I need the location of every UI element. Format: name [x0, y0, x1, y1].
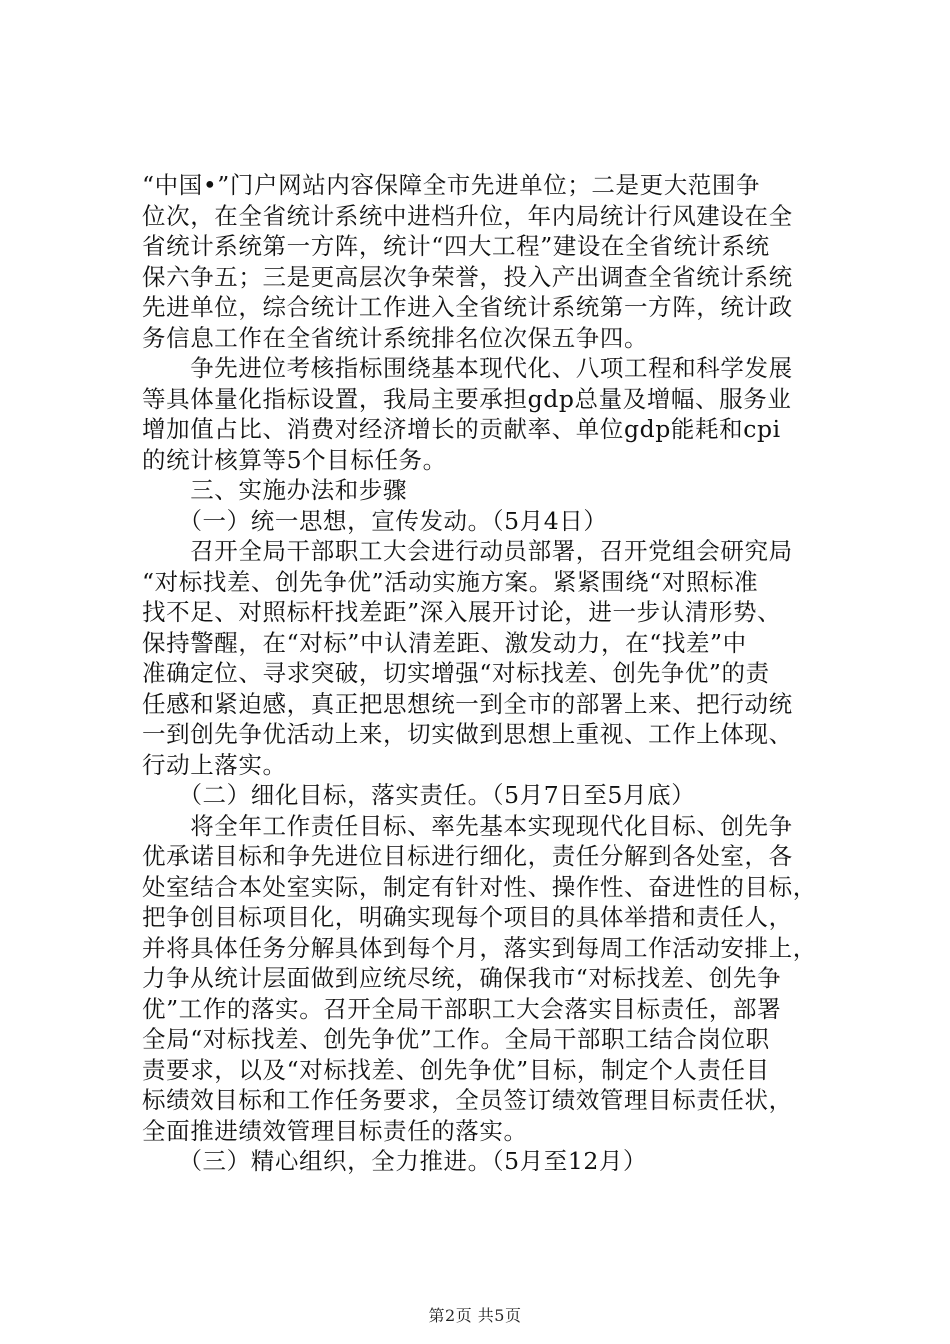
- text-line: 任感和紧迫感，真正把思想统一到全市的部署上来、把行动统: [142, 689, 793, 718]
- text-line: 优”工作的落实。召开全局干部职工大会落实目标责任，部署: [142, 994, 782, 1023]
- text-line: 行动上落实。: [142, 750, 287, 779]
- document-body: [142, 170, 842, 1177]
- text-line: 先进单位，综合统计工作进入全省统计系统第一方阵，统计政: [142, 293, 793, 321]
- text-line: 准确定位、寻求突破，切实增强“对标找差、创先争优”的责: [142, 659, 770, 687]
- subsection-heading: （一）统一思想，宣传发动。（5月4日）: [142, 506, 608, 535]
- text-line: 标绩效目标和工作任务要求，全员签订绩效管理目标责任状，: [142, 1086, 793, 1114]
- subsection-heading: （三）精心组织，全力推进。（5月至12月）: [142, 1147, 648, 1175]
- text-line: 将全年工作责任目标、率先基本实现现代化目标、创先争: [142, 811, 793, 840]
- text-line: 力争从统计层面做到应统尽统，确保我市“对标找差、创先争: [142, 964, 782, 992]
- page-footer: 第2页 共5页: [428, 1306, 522, 1325]
- text-line: 全局“对标找差、创先争优”工作。全局干部职工结合岗位职: [142, 1025, 770, 1053]
- text-line: 处室结合本处室实际，制定有针对性、操作性、奋进性的目标，: [142, 872, 817, 901]
- text-line: 并将具体任务分解具体到每个月，落实到每周工作活动安排上，: [142, 933, 817, 962]
- text-line: 召开全局干部职工大会进行动员部署，召开党组会研究局: [142, 537, 793, 565]
- text-line: 责要求，以及“对标找差、创先争优”目标，制定个人责任目: [142, 1055, 770, 1084]
- text-line: 等具体量化指标设置，我局主要承担gdp总量及增幅、服务业: [142, 384, 792, 413]
- text-line: 全面推进绩效管理目标责任的落实。: [142, 1116, 528, 1145]
- text-line: 保六争五；三是更高层次争荣誉，投入产出调查全省统计系统: [142, 262, 793, 291]
- text-line: 保持警醒，在“对标”中认清差距、激发动力，在“找差”中: [142, 628, 747, 657]
- text-line: 一到创先争优活动上来，切实做到思想上重视、工作上体现、: [142, 720, 793, 748]
- text-line: 优承诺目标和争先进位目标进行细化，责任分解到各处室，各: [142, 842, 793, 870]
- text-line: 增加值占比、消费对经济增长的贡献率、单位gdp能耗和cpi: [142, 415, 781, 443]
- text-line: 争先进位考核指标围绕基本现代化、八项工程和科学发展: [142, 354, 793, 382]
- text-line: 省统计系统第一方阵，统计“四大工程”建设在全省统计系统: [142, 232, 770, 260]
- text-line: 找不足、对照标杆找差距”深入展开讨论，进一步认清形势、: [142, 598, 782, 626]
- text-line: 位次，在全省统计系统中进档升位，年内局统计行风建设在全: [142, 201, 793, 230]
- text-line: “对标找差、创先争优”活动实施方案。紧紧围绕“对照标准: [142, 567, 759, 596]
- text-line: 务信息工作在全省统计系统排名位次保五争四。: [142, 323, 649, 352]
- text-line: 把争创目标项目化，明确实现每个项目的具体举措和责任人，: [142, 903, 793, 931]
- subsection-heading: （二）细化目标，落实责任。（5月7日至5月底）: [142, 781, 696, 809]
- text-line: “中国•”门户网站内容保障全市先进单位；二是更大范围争: [142, 171, 761, 199]
- section-heading: 三、实施办法和步骤: [142, 476, 408, 504]
- text-line: 的统计核算等5个目标任务。: [142, 445, 447, 474]
